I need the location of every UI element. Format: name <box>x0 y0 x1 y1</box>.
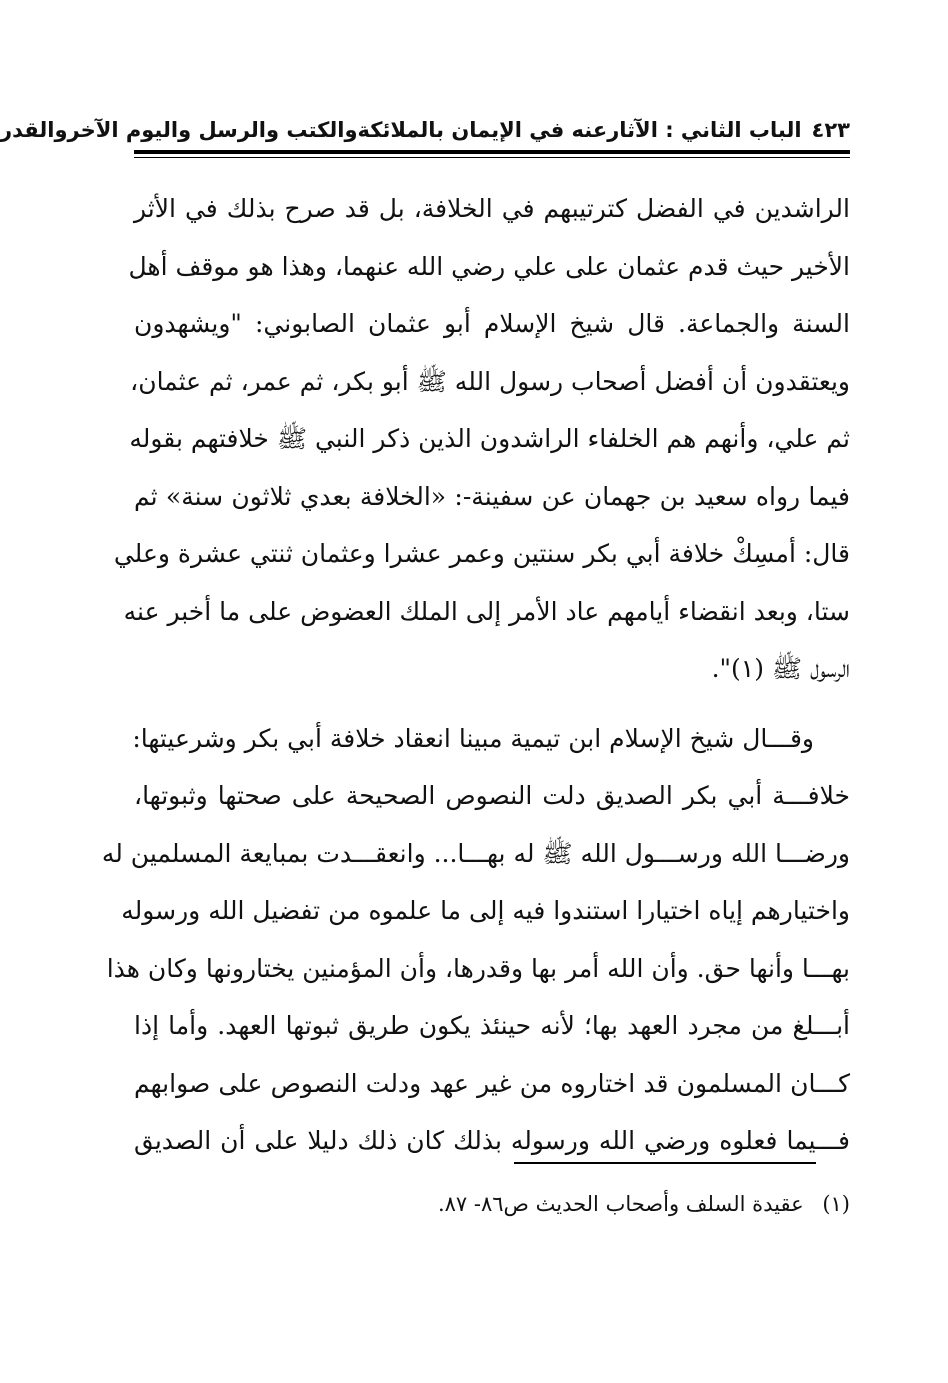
text-line: كـــان المسلمون قد اختاروه من غير عهد ودلت النصوص على صوابهم <box>134 1068 850 1098</box>
page-number: ٤٢٣ <box>811 118 850 142</box>
footnote-separator <box>514 1162 816 1164</box>
text-line: قال: أمسِكْ خلافة أبي بكر سنتين وعمر عشرا وعثمان ثنتي عشرة وعلي <box>113 539 850 568</box>
text-line: ويعتقدون أن أفضل أصحاب رسول الله ﷺ أبو بكر، ثم عمر، ثم عثمان، <box>130 366 850 396</box>
text-line: فيما رواه سعيد بن جهمان عن سفينة-: «الخلافة بعدي ثلاثون سنة» ثم <box>134 481 850 511</box>
text-line: واختيارهم إياه اختيارا استندوا فيه إلى ما علموه من تفضيل الله ورسوله <box>121 896 850 925</box>
paragraph-gap <box>134 698 850 710</box>
text-line: السنة والجماعة. قال شيخ الإسلام أبو عثمان الصابوني: "ويشهدون <box>134 309 850 338</box>
footnote <box>134 1186 850 1222</box>
paragraph <box>113 180 850 698</box>
text-line: أبـــلغ من مجرد العهد بها؛ لأنه حينئذ يكون طريق ثبوتها العهد. وأما إذا <box>134 1011 850 1040</box>
footnote-marker: (١) <box>822 1192 850 1216</box>
header-rule-thin <box>134 157 850 158</box>
text-line: بهـــا وأنها حق. وأن الله أمر بها وقدرها، وأن المؤمنين يختارونها وكان هذا <box>106 953 850 983</box>
text-line: فـــيما فعلوه ورضي الله ورسوله بذلك كان ذلك دليلا على أن الصديق <box>134 1126 850 1155</box>
text-line: الرسول ﷺ (١)". <box>711 654 850 683</box>
text-line: الراشدين في الفضل كترتيبهم في الخلافة، بل قد صرح بذلك في الأثر <box>134 194 850 223</box>
text-line: ستا، وبعد انقضاء أيامهم عاد الأمر إلى الملك العضوض على ما أخبر عنه <box>123 596 850 626</box>
chapter-title: الباب الثاني : الآثارعنه في الإيمان بالملائكةوالكتب والرسل واليوم الآخروالقدر <box>0 118 802 142</box>
header-rule <box>134 150 850 154</box>
text-line: خلافـــة أبي بكر الصديق دلت النصوص الصحيحة على صحتها وثبوتها، <box>134 781 850 810</box>
text-line: ورضـــا الله ورســـول الله ﷺ له بهـــا... وانعقـــدت بمبايعة المسلمين له <box>101 838 850 868</box>
body-text <box>101 180 850 1170</box>
paragraph <box>101 710 850 1170</box>
text-line: وقـــال شيخ الإسلام ابن تيمية مبينا انعقاد خلافة أبي بكر وشرعيتها: <box>132 723 814 753</box>
footnote-text: عقيدة السلف وأصحاب الحديث ص٨٦- ٨٧. <box>437 1192 804 1216</box>
running-header <box>0 110 850 150</box>
text-line: ثم علي، وأنهم هم الخلفاء الراشدون الذين ذكر النبي ﷺ خلافتهم بقوله <box>129 424 850 453</box>
text-line: الأخير حيث قدم عثمان على علي رضي الله عنهما، وهذا هو موقف أهل <box>128 251 850 281</box>
